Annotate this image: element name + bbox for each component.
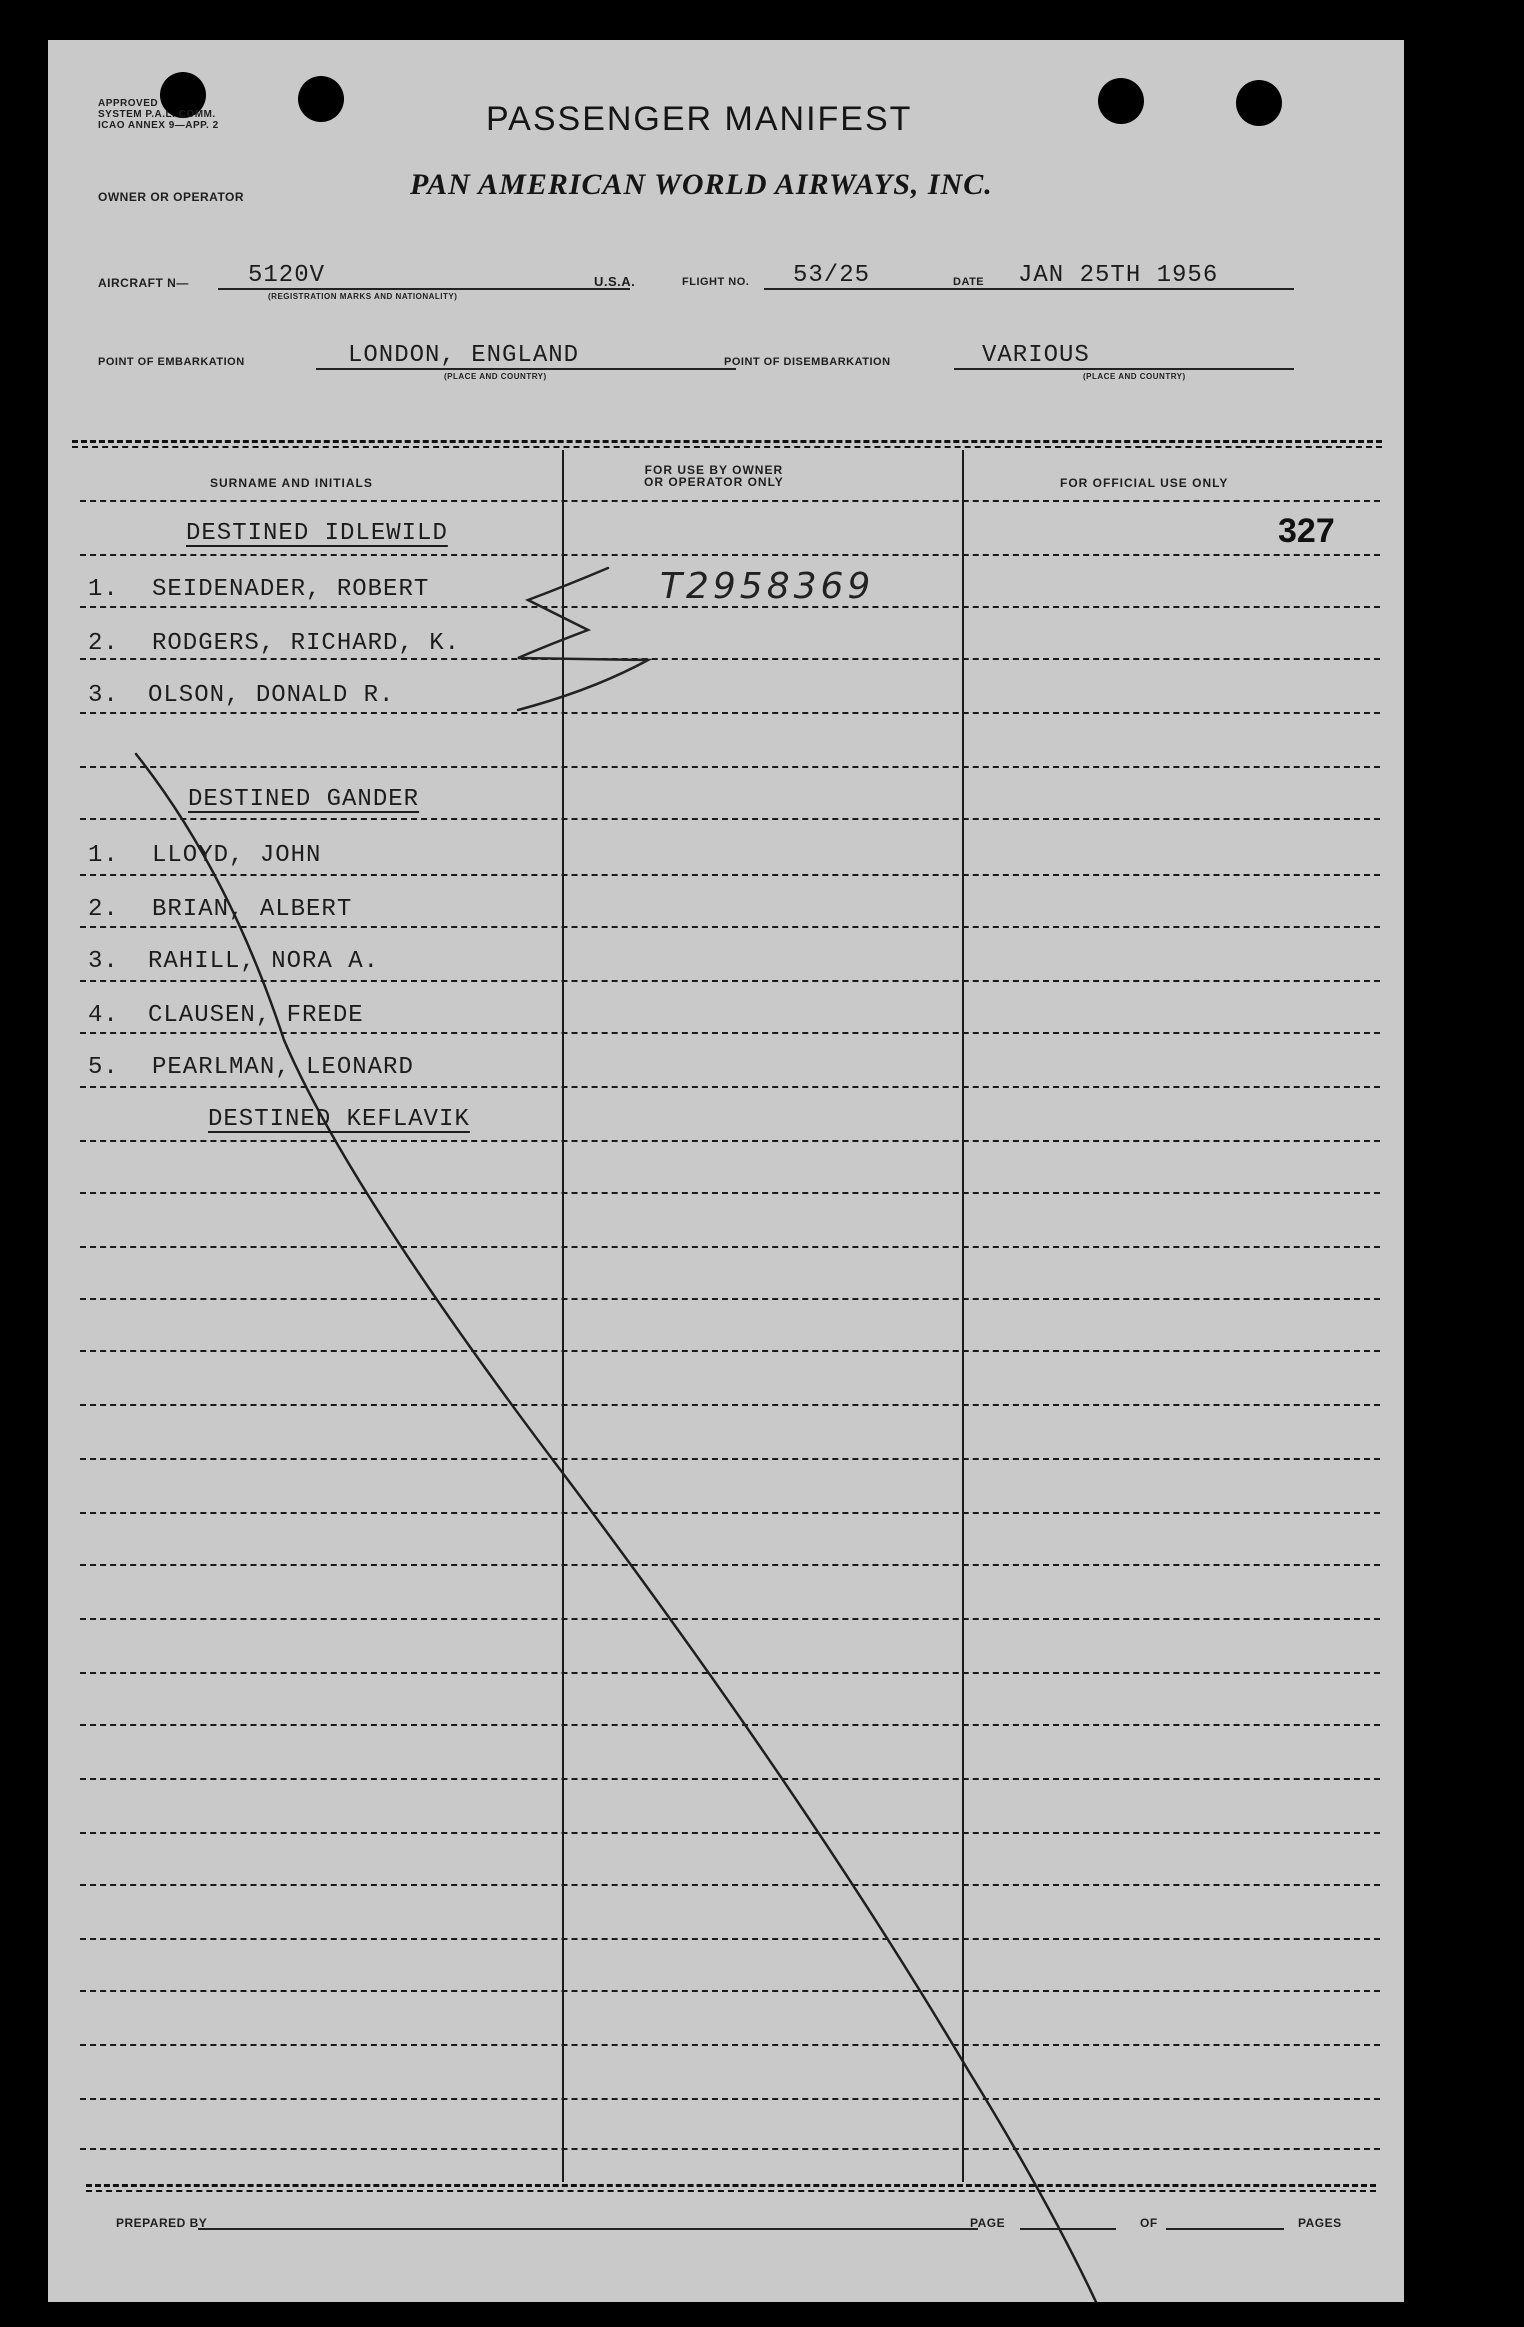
manifest-sheet <box>48 40 1404 2302</box>
page-title: PASSENGER MANIFEST <box>486 100 913 138</box>
pen-marks <box>48 40 1404 2302</box>
passenger-number: 2. <box>88 630 119 657</box>
passenger-name: PEARLMAN, LEONARD <box>152 1054 414 1081</box>
passenger-name: SEIDENADER, ROBERT <box>152 576 430 603</box>
passenger-number: 5. <box>88 1054 119 1081</box>
handwritten-code: T2958369 <box>660 566 875 607</box>
passenger-number: 3. <box>88 682 119 709</box>
passenger-name: OLSON, DONALD R. <box>148 682 395 709</box>
diagonal-strike-line <box>136 754 1096 2302</box>
embarkation-point: LONDON, ENGLAND <box>348 342 580 369</box>
field-line <box>198 2228 978 2230</box>
destination-heading: DESTINED GANDER <box>188 786 420 813</box>
registration-sublabel: (REGISTRATION MARKS AND NATIONALITY) <box>268 292 458 301</box>
aircraft-label: AIRCRAFT N— <box>98 276 189 290</box>
field-line <box>1020 2228 1116 2230</box>
destination-heading: DESTINED IDLEWILD <box>186 520 448 547</box>
passenger-number: 1. <box>88 576 119 603</box>
embarkation-label: POINT OF EMBARKATION <box>98 356 245 368</box>
date-label: DATE <box>953 276 985 288</box>
passenger-number: 1. <box>88 842 119 869</box>
destination-heading: DESTINED KEFLAVIK <box>208 1106 470 1133</box>
passenger-number: 2. <box>88 896 119 923</box>
passenger-name: RAHILL, NORA A. <box>148 948 380 975</box>
country-label: U.S.A. <box>594 274 636 289</box>
disembark-sublabel: (PLACE AND COUNTRY) <box>1083 372 1186 381</box>
disembarkation-label: POINT OF DISEMBARKATION <box>724 356 891 368</box>
column-header-owner-use: FOR USE BY OWNER OR OPERATOR ONLY <box>644 463 784 489</box>
flight-date: JAN 25TH 1956 <box>1018 262 1219 289</box>
pages-label: PAGES <box>1298 2216 1342 2230</box>
column-header-official: FOR OFFICIAL USE ONLY <box>1060 476 1229 490</box>
flight-number: 53/25 <box>793 262 871 289</box>
passenger-name: RODGERS, RICHARD, K. <box>152 630 461 657</box>
passenger-name: LLOYD, JOHN <box>152 842 322 869</box>
official-number: 327 <box>1278 512 1335 550</box>
passenger-number: 4. <box>88 1002 119 1029</box>
flight-label: FLIGHT NO. <box>682 276 750 288</box>
owner-label: OWNER OR OPERATOR <box>98 190 245 204</box>
disembarkation-point: VARIOUS <box>982 342 1090 369</box>
passenger-name: BRIAN, ALBERT <box>152 896 353 923</box>
page-label: PAGE <box>970 2216 1006 2230</box>
prepared-by-label: PREPARED BY <box>116 2216 208 2230</box>
field-line <box>1166 2228 1284 2230</box>
owner-name: PAN AMERICAN WORLD AIRWAYS, INC. <box>410 168 993 201</box>
column-header-names: SURNAME AND INITIALS <box>210 476 373 490</box>
passenger-name: CLAUSEN, FREDE <box>148 1002 364 1029</box>
embark-sublabel: (PLACE AND COUNTRY) <box>444 372 547 381</box>
of-label: OF <box>1140 2216 1158 2230</box>
handwritten-brace <box>518 568 648 710</box>
aircraft-registration: 5120V <box>248 262 326 289</box>
passenger-number: 3. <box>88 948 119 975</box>
approval-note: APPROVED SYSTEM P.A.L. COMM. ICAO ANNEX 9—APP. 2 <box>98 98 219 131</box>
